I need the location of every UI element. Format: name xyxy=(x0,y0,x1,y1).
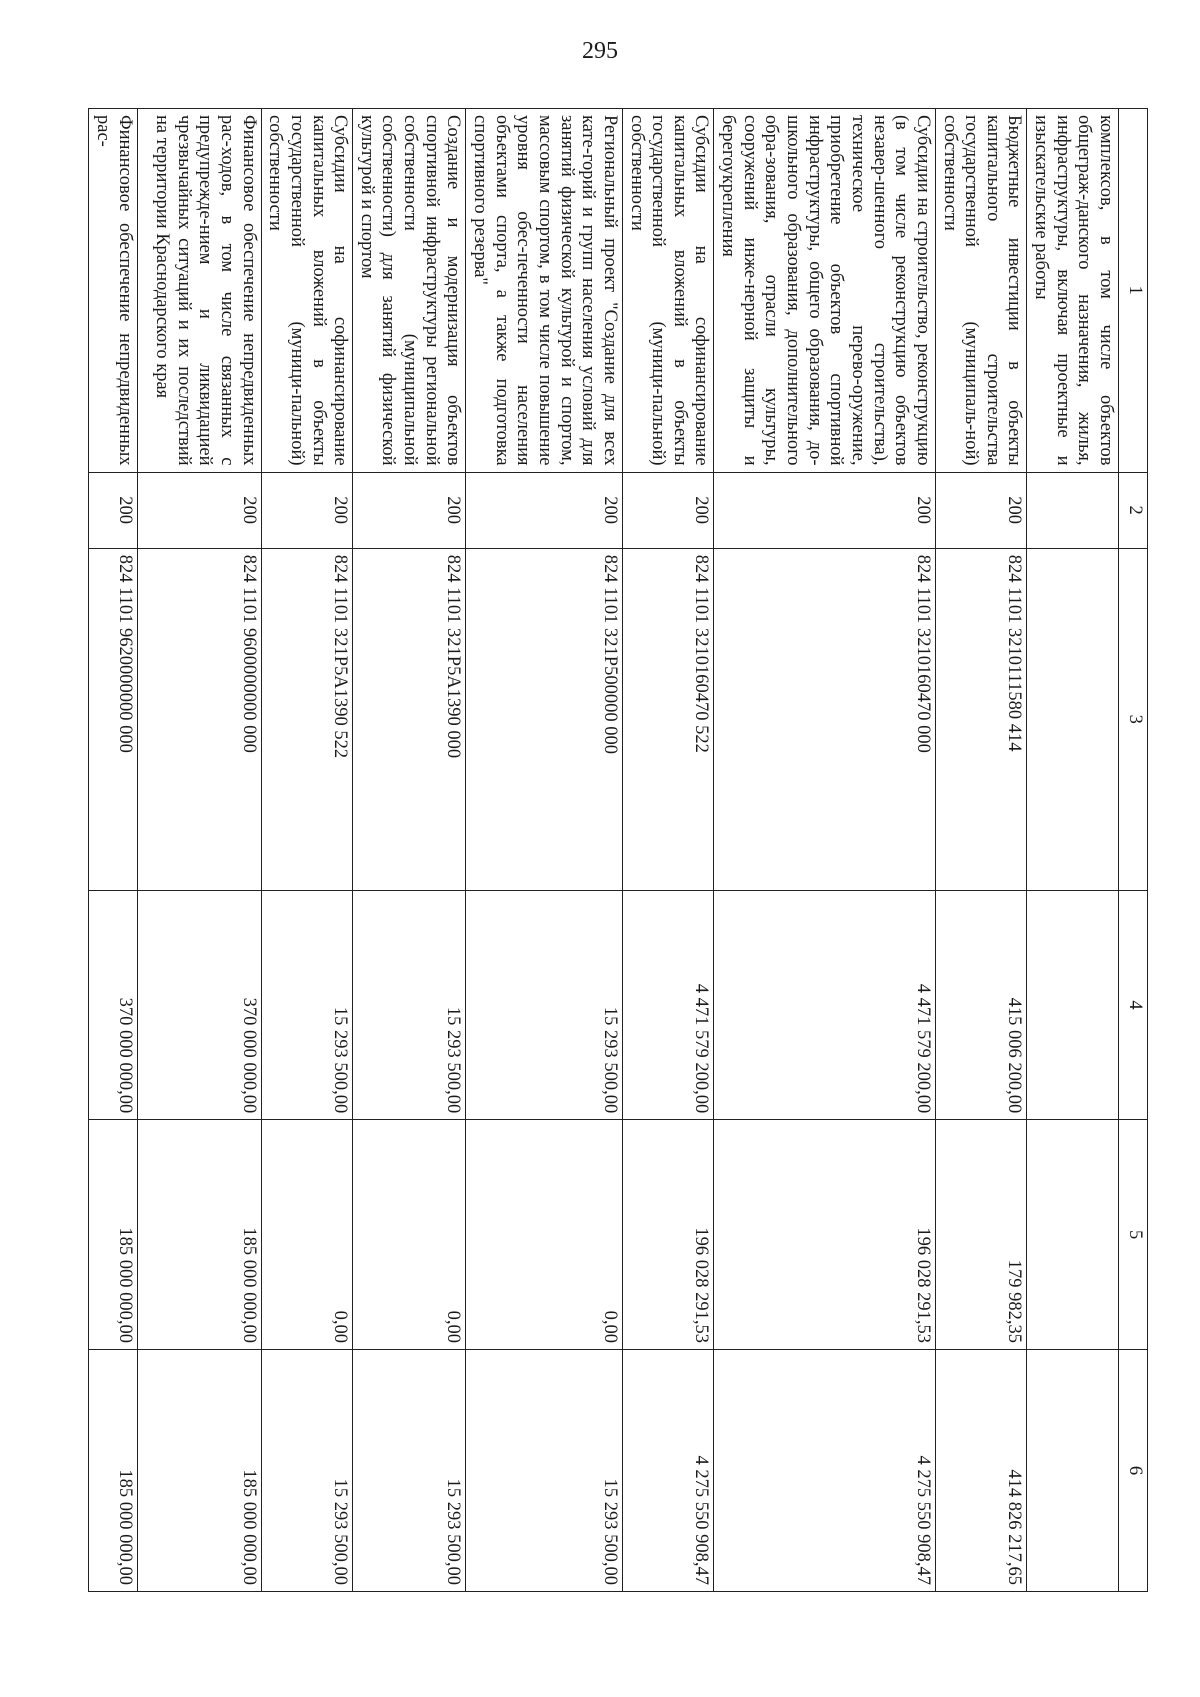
row-description: Бюджетные инвестиции в объекты капитального строительства государственной (муниципаль-ной) собственности xyxy=(935,109,1027,473)
row-amount-total: 15 293 500,00 xyxy=(466,1349,622,1591)
row-classification-code xyxy=(1027,548,1119,890)
header-col-2: 2 xyxy=(1119,472,1148,548)
budget-table-container xyxy=(93,108,1148,1592)
page-number: 295 xyxy=(582,38,618,64)
header-col-6: 6 xyxy=(1119,1349,1148,1591)
row-description: комплексов, в том числе объектов общеграж-данского назначения, жилья, инфраструктуры, включая проектные и изыскательские работы xyxy=(1027,109,1119,473)
row-amount-planned: 15 293 500,00 xyxy=(353,890,466,1120)
budget-table xyxy=(88,108,1148,1592)
row-code-group: 200 xyxy=(137,472,261,548)
row-code-group: 200 xyxy=(353,472,466,548)
row-amount-total: 15 293 500,00 xyxy=(261,1349,353,1591)
row-amount-planned: 15 293 500,00 xyxy=(261,890,353,1120)
row-description: Создание и модернизация объектов спортивной инфраструктуры региональной собственности (муниципальной собственности) для занятий физической культурой и спортом xyxy=(353,109,466,473)
row-code-group xyxy=(1027,472,1119,548)
table-row xyxy=(89,109,137,1592)
row-classification-code: 824 1101 321P500000 000 xyxy=(466,548,622,890)
header-col-1: 1 xyxy=(1119,109,1148,473)
table-row xyxy=(137,109,261,1592)
row-amount-change: 179 982,35 xyxy=(935,1120,1027,1350)
row-amount-change: 0,00 xyxy=(466,1120,622,1350)
row-code-group: 200 xyxy=(714,472,935,548)
row-classification-code: 824 1101 321P5A1390 522 xyxy=(261,548,353,890)
row-description: Субсидии на софинансирование капитальных вложений в объекты государственной (муници-пальной) собственности xyxy=(622,109,714,473)
row-amount-total: 4 275 550 908,47 xyxy=(714,1349,935,1591)
row-amount-planned xyxy=(1027,890,1119,1120)
row-amount-change: 196 028 291,53 xyxy=(622,1120,714,1350)
row-code-group: 200 xyxy=(935,472,1027,548)
row-amount-change: 0,00 xyxy=(353,1120,466,1350)
row-amount-planned: 415 006 200,00 xyxy=(935,890,1027,1120)
row-amount-planned: 370 000 000,00 xyxy=(89,890,137,1120)
row-code-group: 200 xyxy=(261,472,353,548)
row-classification-code: 824 1101 9620000000 000 xyxy=(89,548,137,890)
row-amount-change: 185 000 000,00 xyxy=(89,1120,137,1350)
row-description: Региональный проект "Создание для всех кате-горий и групп населения условий для занятий физической культурой и спортом, массовым спортом, в том числе повышение уровня обес-печенности населения объектами спорта, а также подготовка спортивного резерва" xyxy=(466,109,622,473)
header-col-4: 4 xyxy=(1119,890,1148,1120)
row-amount-total: 4 275 550 908,47 xyxy=(622,1349,714,1591)
table-row xyxy=(622,109,714,1592)
row-amount-planned: 15 293 500,00 xyxy=(466,890,622,1120)
row-amount-total: 185 000 000,00 xyxy=(89,1349,137,1591)
table-row xyxy=(261,109,353,1592)
table-row xyxy=(714,109,935,1592)
row-classification-code: 824 1101 9600000000 000 xyxy=(137,548,261,890)
row-amount-planned: 4 471 579 200,00 xyxy=(714,890,935,1120)
row-amount-change: 185 000 000,00 xyxy=(137,1120,261,1350)
row-amount-total: 414 826 217,65 xyxy=(935,1349,1027,1591)
row-classification-code: 824 1101 321P5A1390 000 xyxy=(353,548,466,890)
table-row xyxy=(1027,109,1119,1592)
row-description: Субсидии на софинансирование капитальных вложений в объекты государственной (муници-пальной) собственности xyxy=(261,109,353,473)
row-classification-code: 824 1101 3210160470 000 xyxy=(714,548,935,890)
row-classification-code: 824 1101 3210160470 522 xyxy=(622,548,714,890)
row-description: Субсидии на строительство, реконструкцию (в том числе реконструкцию объектов незавер-шенного строительства), техническое перево-оружение, приобретение объектов спортивной инфраструктуры, общего образования, до-школьного образования, дополнительного обра-зования, отрасли культуры, сооружений инже-нерной защиты и берегоукрепления xyxy=(714,109,935,473)
row-description: Финансовое обеспечение непредвиденных рас-ходов, в том числе связанных с предупрежде-нием и ликвидацией чрезвычайных ситуаций и их последствий на территории Краснодарского края xyxy=(137,109,261,473)
row-amount-change xyxy=(1027,1120,1119,1350)
header-col-5: 5 xyxy=(1119,1120,1148,1350)
table-row xyxy=(353,109,466,1592)
row-amount-total xyxy=(1027,1349,1119,1591)
table-row xyxy=(935,109,1027,1592)
row-amount-total: 15 293 500,00 xyxy=(353,1349,466,1591)
row-description: Финансовое обеспечение непредвиденных рас- xyxy=(89,109,137,473)
row-code-group: 200 xyxy=(89,472,137,548)
table-header-row xyxy=(1119,109,1148,1592)
row-code-group: 200 xyxy=(622,472,714,548)
row-amount-total: 185 000 000,00 xyxy=(137,1349,261,1591)
row-code-group: 200 xyxy=(466,472,622,548)
header-col-3: 3 xyxy=(1119,548,1148,890)
row-amount-change: 196 028 291,53 xyxy=(714,1120,935,1350)
row-amount-planned: 370 000 000,00 xyxy=(137,890,261,1120)
table-row xyxy=(466,109,622,1592)
row-amount-change: 0,00 xyxy=(261,1120,353,1350)
row-classification-code: 824 1101 3210111580 414 xyxy=(935,548,1027,890)
row-amount-planned: 4 471 579 200,00 xyxy=(622,890,714,1120)
